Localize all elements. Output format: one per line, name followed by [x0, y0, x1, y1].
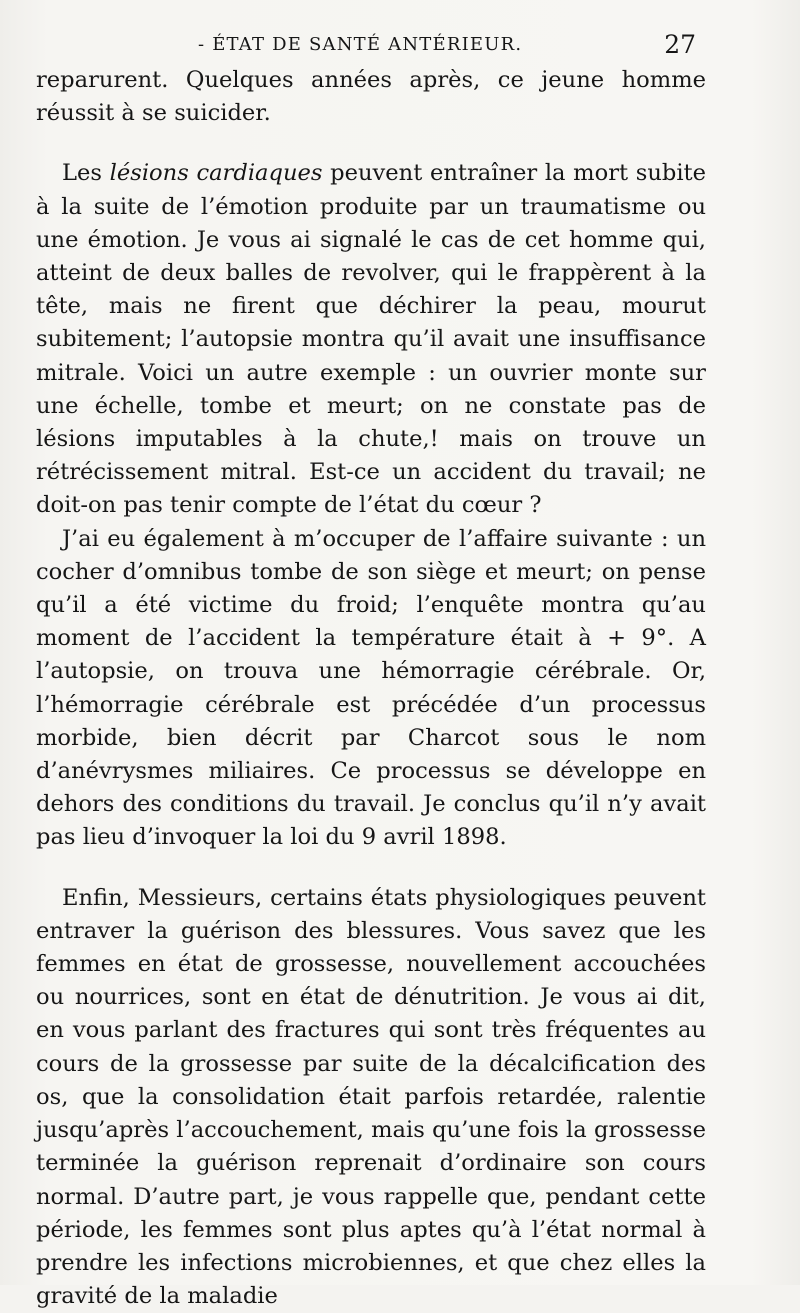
paragraph-3: J’ai eu également à m’occuper de l’affaire suivante : un cocher d’omnibus tombe de son siège et meurt; on pense qu’il a été victime du froid; l’enquête montra qu’au moment de l’accident la température était à + 9°. A l’autopsie, on trouva une hémorragie cérébrale. Or, l’hémorragie cérébrale est précédée d’un processus morbide, bien décrit par Charcot sous le nom d’anévrysmes miliaires. Ce processus se développe en dehors des conditions du travail. Je conclus qu’il n’y avait pas lieu d’invoquer la loi du 9 avril 1898.: [36, 525, 706, 851]
paragraph-1: reparurent. Quelques années après, ce jeune homme réussit à se suicider.: [36, 67, 706, 127]
paragraph-4: Enfin, Messieurs, certains états physiologiques peuvent entraver la guérison des blessures. Vous savez que les femmes en état de grossesse, nouvellement accouchées ou nourrices, sont en état de dénutrition. Je vous ai dit, en vous parlant des fractures qui sont très fréquentes au cours de la grossesse par suite de la décalcification des os, que la consolidation était parfois retardée, ralentie jusqu’après l’accouchement, mais qu’une fois la grossesse terminée la guérison reprenait d’ordinaire son cours normal. D’autre part, je vous rappelle que, pendant cette période, les femmes sont plus aptes qu’à l’état normal à prendre les infections microbiennes, et que chez elles la gravité de la maladie: [36, 884, 706, 1310]
paragraph-2-text: peuvent entraîner la mort subite à la suite de l’émotion produite par un traumatisme ou une émotion. Je vous ai signalé le cas de cet homme qui, atteint de deux balles de revolver, qui le frappèrent à la tête, mais ne firent que déchirer la peau, mourut subitement; l’autopsie montra qu’il avait une insuffisance mitrale. Voici un autre exemple : un ouvrier monte sur une échelle, tombe et meurt; on ne constate pas de lésions imputables à la chute,! mais on trouve un rétrécissement mitral. Est-ce un accident du travail; ne doit-on pas tenir compte de l’état du cœur ?: [36, 160, 707, 519]
page-body: [36, 64, 706, 1313]
paragraph-2: [36, 157, 706, 522]
paragraph-2-italic: lésions cardiaques: [109, 160, 323, 187]
running-title: - ÉTAT DE SANTÉ ANTÉRIEUR.: [198, 34, 523, 55]
page-number: 27: [664, 30, 696, 59]
paragraph-2-lead: Les: [62, 160, 110, 187]
running-header: [38, 30, 698, 66]
